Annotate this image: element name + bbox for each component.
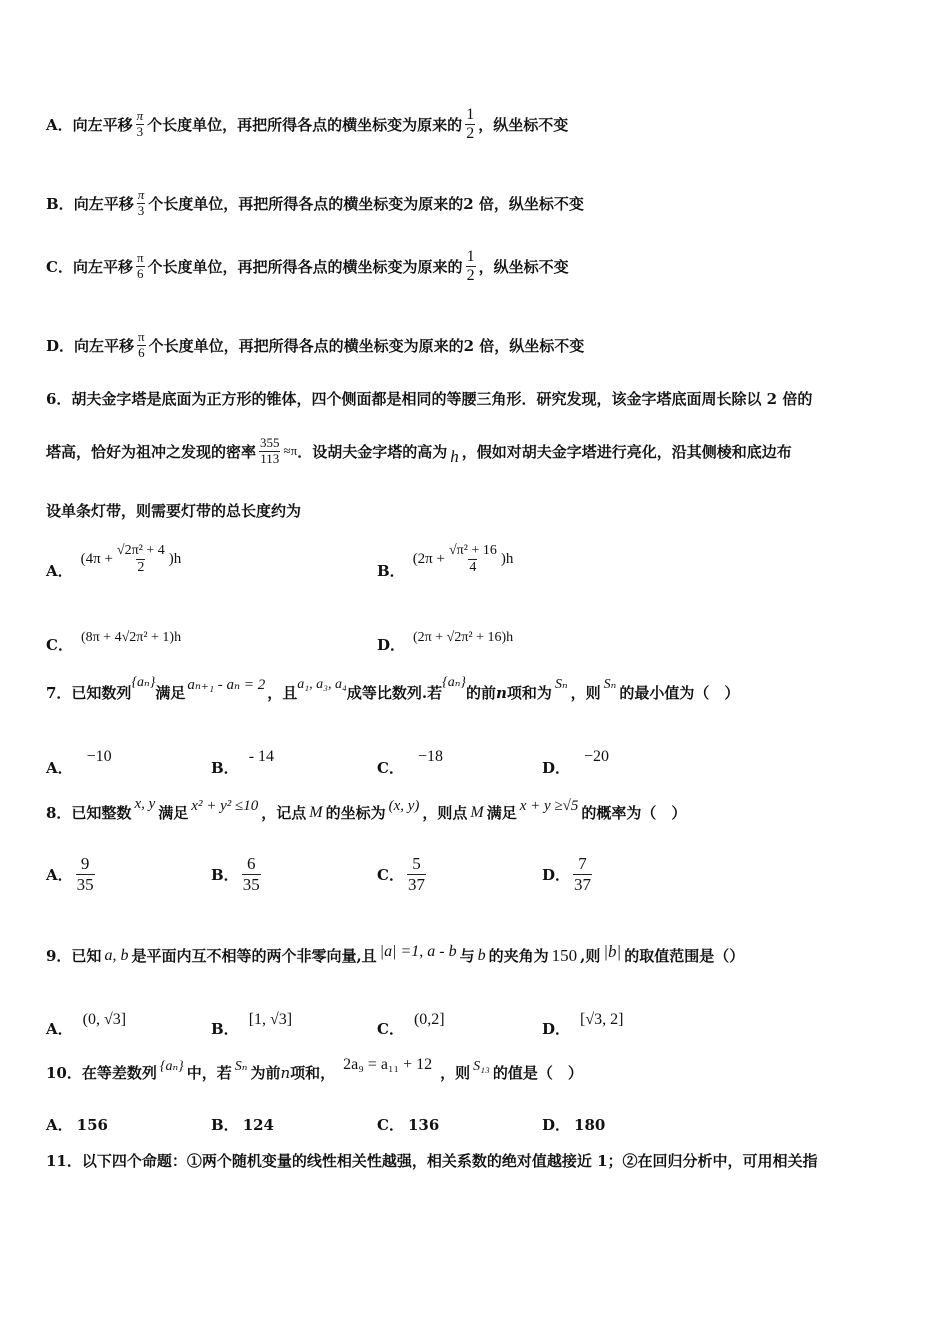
q7-line: 7．已知数列 {aₙ} 满足 aₙ₊₁ - aₙ = 2 ，且 a₁, a₃, a₄ 成等比数列.若 {aₙ} 的前 n 项和为 Sₙ ，则 Sₙ 的最小值为（ ） xyxy=(46,675,740,702)
option-label: D． xyxy=(542,1020,571,1038)
ratio-fraction: $\frac{355}{113}$ xyxy=(260,435,280,466)
q8-option-d: D． $\frac{7}{37}$ xyxy=(542,854,592,894)
shift-fraction: $\frac{\pi}{6}$ xyxy=(136,250,144,282)
q5-option-a xyxy=(46,106,568,144)
option-label: B． xyxy=(211,759,239,777)
q8-option-c: C． $\frac{5}{37}$ xyxy=(377,854,425,894)
option-text: 向左平移 xyxy=(72,116,133,135)
q9-option-d: D． [√3, 2] xyxy=(542,1010,624,1038)
option-label: A． xyxy=(46,759,73,777)
option-label: D． xyxy=(377,636,406,654)
option-label: C． xyxy=(377,1116,404,1134)
q10-option-a: A． 156 xyxy=(46,1115,108,1134)
option-text: ，纵坐标不变 xyxy=(494,336,585,355)
q6-line-1: 6．胡夫金字塔是底面为正方形的锥体，四个侧面都是相同的等腰三角形．研究发现，该金字塔底面周长除以 2 倍的 xyxy=(46,390,813,408)
q6-option-b: B． (2π + $\frac{\text{√π² + 16}}{4}$ )h xyxy=(377,542,514,580)
option-label: B． xyxy=(211,1020,239,1038)
q6-line-3: 设单条灯带，则需要灯带的总长度约为 xyxy=(46,502,302,520)
shift-fraction: $\frac{\pi}{3}$ xyxy=(137,187,145,218)
q7-option-a: A． −10 xyxy=(46,747,112,777)
option-label: A． xyxy=(46,562,73,580)
option-label: A． xyxy=(46,865,73,884)
option-text: ，纵坐标不变 xyxy=(493,194,584,213)
option-label: B． xyxy=(377,562,405,580)
scale-fraction: $\frac{1}{2}$ xyxy=(466,248,475,285)
q7-option-b: B． - 14 xyxy=(211,747,275,777)
option-label: C． xyxy=(46,636,73,654)
option-text: 个长度单位，再把所得各点的横坐标变为原来的 xyxy=(147,258,463,277)
q8-option-a: A． $\frac{9}{35}$ xyxy=(46,854,94,894)
q5-option-b xyxy=(46,188,584,219)
option-label: D． xyxy=(46,336,75,355)
q6-line-2: 塔高，恰好为祖冲之发现的密率 $\frac{355}{113}$ ≈π ．设胡夫金字塔的高为 h ，假如对胡夫金字塔进行亮化，沿其侧棱和底边布 xyxy=(46,435,792,467)
q9-option-b: B． [1, √3] xyxy=(211,1010,293,1038)
q6-option-d: D． (2π + √2π² + 16)h xyxy=(377,629,514,654)
q8-option-b: B． $\frac{6}{35}$ xyxy=(211,854,260,894)
q10-option-c: C． 136 xyxy=(377,1115,440,1134)
option-label: A． xyxy=(46,1116,73,1134)
option-label: B． xyxy=(211,1116,239,1134)
option-text: 个长度单位，再把所得各点的横坐标变为原来的 xyxy=(147,116,463,135)
option-text: 个长度单位，再把所得各点的横坐标变为原来的 xyxy=(148,194,464,213)
option-text: ，纵坐标不变 xyxy=(478,258,569,277)
option-label: A． xyxy=(46,116,73,135)
q6-option-c: C． (8π + 4√2π² + 1)h xyxy=(46,629,182,654)
q9-line: 9．已知 a, b 是平面内互不相等的两个非零向量,且 |a| =1, a - b 与 b 的夹角为 150 ,则 |b| 的取值范围是（） xyxy=(46,941,745,965)
scale-fraction: $\frac{1}{2}$ xyxy=(466,106,475,143)
q6-option-a: A． (4π + $\frac{\text{√2π² + 4}}{2}$ )h xyxy=(46,542,182,580)
option-label: A． xyxy=(46,1020,73,1038)
q10-line: 10．在等差数列 {aₙ} 中，若 Sₙ 为前 n 项和， 2a₉ = a₁₁ + 12 ，则 S₁₃ 的值是（ ） xyxy=(46,1055,583,1082)
option-text: 向左平移 xyxy=(74,336,135,355)
option-label: C． xyxy=(377,1020,404,1038)
option-label: D． xyxy=(542,865,571,884)
option-label: C． xyxy=(46,258,73,277)
approx-pi: ≈π xyxy=(283,443,298,459)
q5-option-d xyxy=(46,330,584,361)
scale-text: 2 倍 xyxy=(463,194,494,213)
q10-option-d: D． 180 xyxy=(542,1115,606,1134)
q9-option-a: A． (0, √3] xyxy=(46,1010,127,1038)
q7-option-c: C． −18 xyxy=(377,747,443,777)
option-text: 个长度单位，再把所得各点的横坐标变为原来的 xyxy=(148,336,464,355)
option-label: C． xyxy=(377,759,404,777)
option-text: ，纵坐标不变 xyxy=(478,116,569,135)
option-text: 向左平移 xyxy=(73,194,134,213)
q9-option-c: C． (0,2] xyxy=(377,1010,445,1038)
option-label: D． xyxy=(542,759,571,777)
shift-fraction: $\frac{\pi}{6}$ xyxy=(138,329,145,360)
option-label: B． xyxy=(46,194,74,213)
q10-option-b: B． 124 xyxy=(211,1115,274,1134)
q11-line-1: 11．以下四个命题：①两个随机变量的线性相关性越强，相关系数的绝对值越接近 1；②在回归分析中，可用相关指 xyxy=(46,1152,818,1170)
option-label: D． xyxy=(542,1116,571,1134)
option-label: C． xyxy=(377,865,404,884)
q5-option-c xyxy=(46,248,569,286)
shift-fraction: $\frac{\pi}{3}$ xyxy=(136,108,144,140)
scale-text: 2 倍 xyxy=(463,336,495,355)
option-text: 向左平移 xyxy=(72,258,133,277)
height-symbol: h xyxy=(450,447,459,467)
q7-option-d: D． −20 xyxy=(542,747,610,777)
option-label: B． xyxy=(211,865,239,884)
q8-line: 8．已知整数 x, y 满足 x² + y² ≤10 ，记点 M 的坐标为 (x, y) ，则点 M 满足 x + y ≥√5 的概率为（ ） xyxy=(46,796,687,822)
